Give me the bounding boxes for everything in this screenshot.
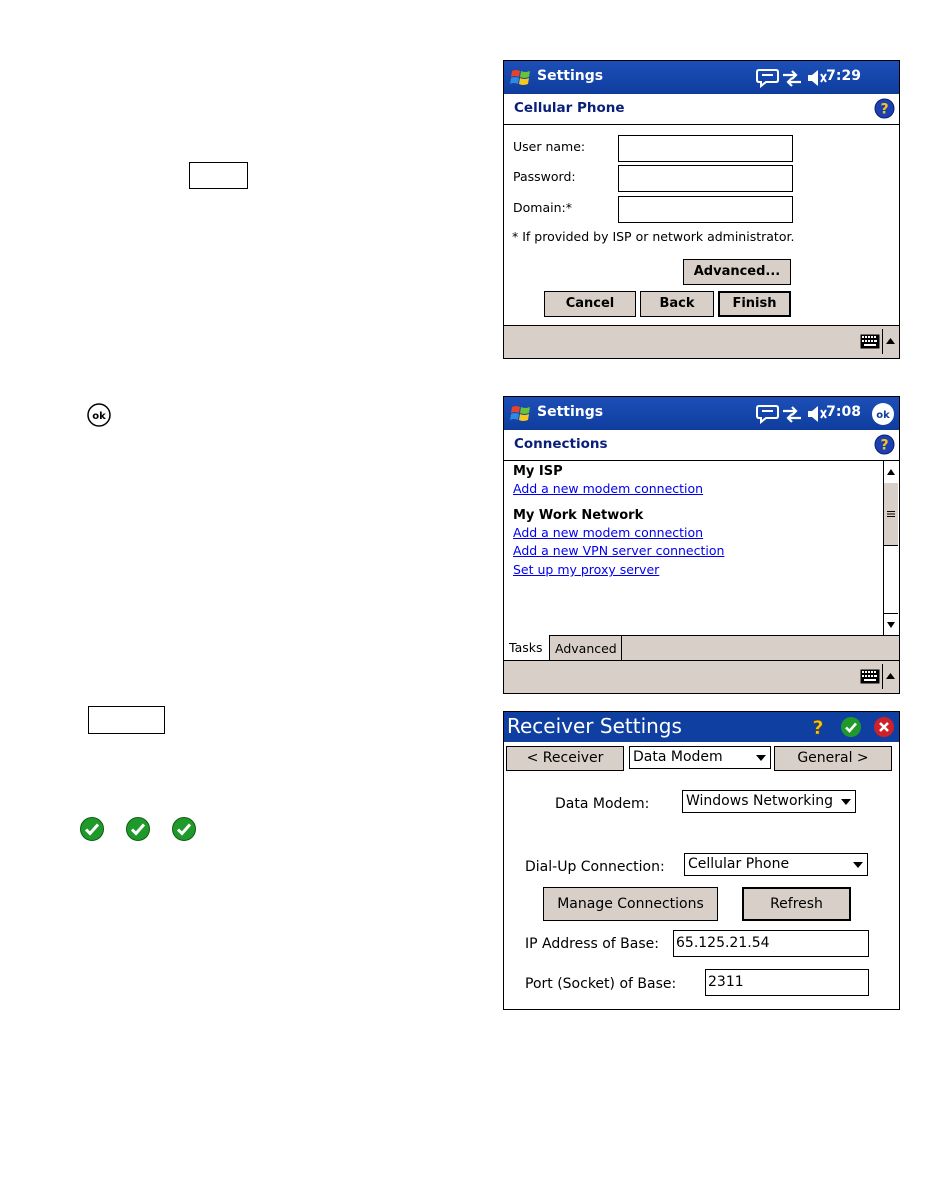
link-isp-add-modem[interactable]: Add a new modem connection [513, 481, 704, 496]
cancel-button[interactable]: Cancel [544, 291, 636, 317]
green-check-icon [79, 816, 105, 842]
tab-tasks[interactable]: Tasks [504, 635, 550, 661]
username-label: User name: [513, 139, 586, 154]
ip-address-input[interactable]: 65.125.21.54 [673, 930, 869, 957]
back-button[interactable]: Back [640, 291, 714, 317]
manage-connections-button[interactable]: Manage Connections [543, 887, 718, 921]
scroll-down-icon[interactable] [884, 613, 898, 636]
help-icon[interactable] [874, 434, 895, 455]
volume-icon[interactable] [806, 403, 828, 425]
accept-button-illustration [88, 706, 165, 734]
tab-advanced[interactable]: Advanced [550, 635, 622, 661]
windows-start-icon[interactable] [509, 403, 533, 425]
section-header [504, 430, 899, 461]
domain-label: Domain:* [513, 200, 572, 215]
volume-icon[interactable] [806, 67, 828, 89]
section-title: Connections [514, 436, 608, 452]
scroll-thumb[interactable] [884, 483, 898, 546]
isp-note: * If provided by ISP or network administrator. [512, 229, 795, 244]
app-title: Settings [537, 68, 604, 84]
port-input[interactable]: 2311 [705, 969, 869, 996]
menu-divider [882, 664, 883, 689]
link-work-proxy[interactable]: Set up my proxy server [513, 562, 660, 577]
refresh-button[interactable]: Refresh [742, 887, 851, 921]
section-header [504, 94, 899, 125]
group-title-my-work-network: My Work Network [513, 508, 644, 523]
svg-text:ok: ok [92, 411, 106, 422]
chevron-down-icon [841, 799, 851, 805]
menu-bar [504, 660, 899, 693]
cellular-phone-screen [503, 60, 900, 359]
link-work-add-vpn[interactable]: Add a new VPN server connection [513, 543, 725, 558]
red-close-icon[interactable] [873, 716, 895, 738]
ok-icon[interactable] [871, 402, 895, 426]
dialup-value: Cellular Phone [688, 856, 790, 872]
chevron-down-icon [853, 862, 863, 868]
windows-start-icon[interactable] [509, 67, 533, 89]
grip-icon [887, 510, 895, 518]
svg-text:?: ? [880, 437, 889, 454]
link-work-add-modem[interactable]: Add a new modem connection [513, 525, 704, 540]
group-title-my-isp: My ISP [513, 464, 563, 479]
menu-divider [882, 329, 883, 354]
chevron-down-icon [756, 755, 766, 761]
tab-strip [504, 635, 899, 662]
data-modem-value: Windows Networking [686, 793, 834, 809]
svg-text:?: ? [880, 101, 889, 118]
menu-bar [504, 325, 899, 358]
username-input[interactable] [618, 135, 793, 162]
data-modem-label: Data Modem: [555, 796, 650, 812]
data-modem-select[interactable] [682, 790, 856, 813]
nav-prev-button[interactable]: < Receiver [506, 746, 624, 771]
advanced-button[interactable]: Advanced... [683, 259, 791, 285]
svg-text:ok: ok [876, 410, 890, 421]
app-title: Settings [537, 404, 604, 420]
page-select-value: Data Modem [633, 749, 723, 765]
green-check-icon [125, 816, 151, 842]
finish-button[interactable]: Finish [718, 291, 791, 317]
title-bar [504, 397, 899, 430]
title-bar [504, 712, 899, 742]
connectivity-icon[interactable] [781, 67, 803, 89]
green-check-icon[interactable] [840, 716, 862, 738]
finish-button-illustration [189, 162, 248, 189]
help-icon[interactable] [874, 98, 895, 119]
svg-text:?: ? [812, 717, 824, 738]
port-label: Port (Socket) of Base: [525, 976, 677, 992]
clock[interactable]: 7:29 [826, 68, 861, 84]
green-check-icon [171, 816, 197, 842]
message-icon[interactable] [756, 67, 780, 89]
receiver-settings-screen [503, 711, 900, 1010]
page-select[interactable] [629, 746, 771, 769]
title-bar [504, 61, 899, 94]
keyboard-icon[interactable] [860, 334, 880, 349]
password-label: Password: [513, 169, 576, 184]
keyboard-icon[interactable] [860, 669, 880, 684]
input-panel-arrow-icon[interactable] [886, 672, 895, 680]
section-title: Cellular Phone [514, 100, 625, 116]
connectivity-icon[interactable] [781, 403, 803, 425]
dialup-label: Dial-Up Connection: [525, 859, 665, 875]
help-icon[interactable] [807, 716, 829, 738]
vertical-scrollbar[interactable] [883, 461, 899, 636]
clock[interactable]: 7:08 [826, 404, 861, 420]
app-title: Receiver Settings [507, 714, 682, 738]
connections-screen [503, 396, 900, 694]
message-icon[interactable] [756, 403, 780, 425]
password-input[interactable] [618, 165, 793, 192]
scroll-up-icon[interactable] [884, 461, 898, 484]
ip-address-label: IP Address of Base: [525, 936, 659, 952]
domain-input[interactable] [618, 196, 793, 223]
input-panel-arrow-icon[interactable] [886, 337, 895, 345]
dialup-select[interactable] [684, 853, 868, 876]
ok-icon [86, 402, 112, 428]
nav-next-button[interactable]: General > [774, 746, 892, 771]
